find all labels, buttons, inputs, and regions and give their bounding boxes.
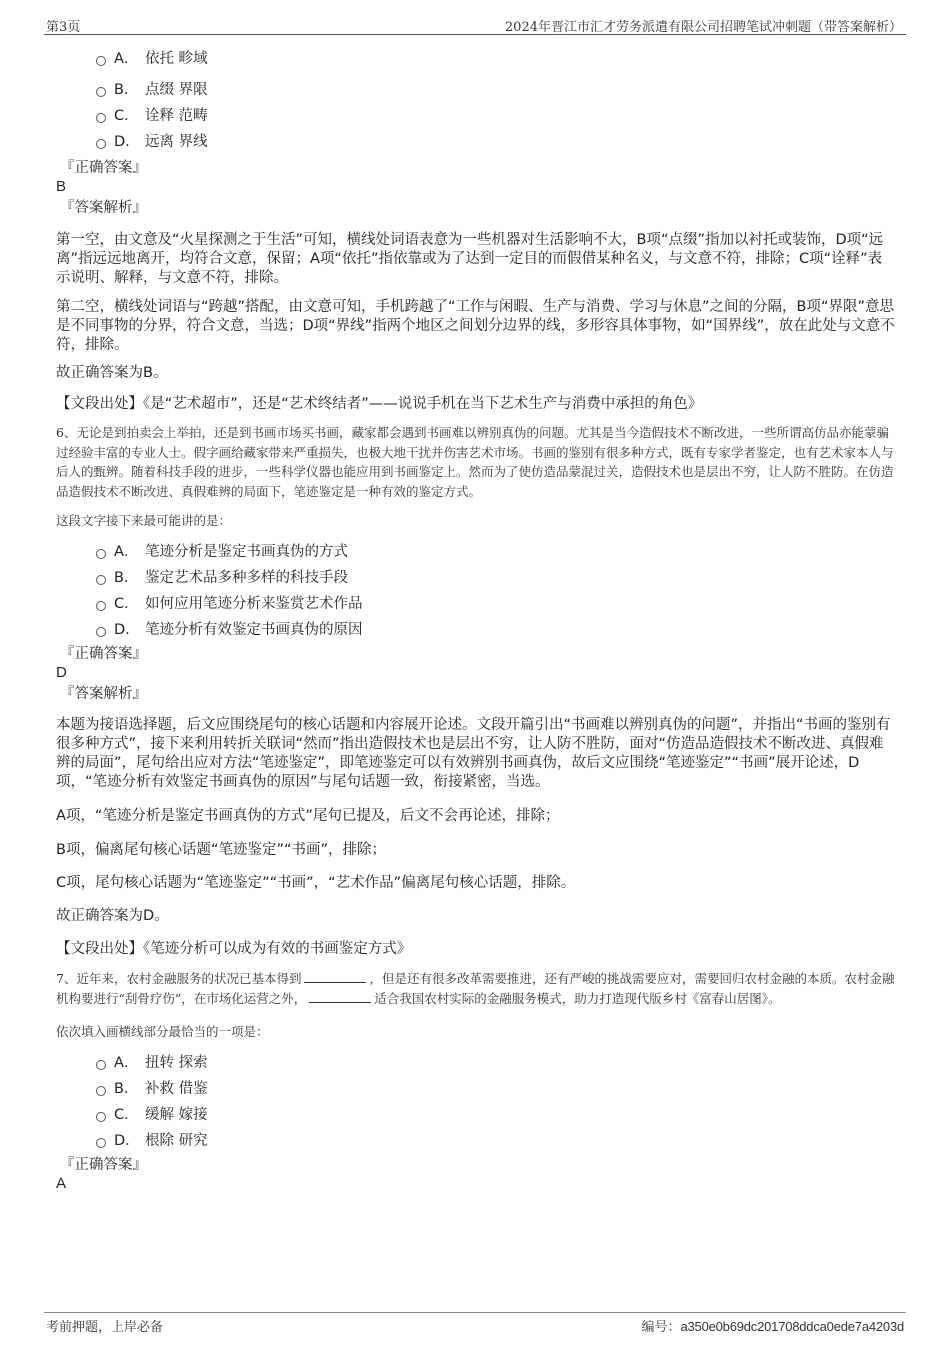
radio-icon[interactable] — [96, 139, 106, 149]
analysis-paragraph: 第一空，由文意及“火星探测之于生活”可知，横线处词语表意为一些机器对生活影响不大，B项“点缀”指加以衬托或装饰，D项“远离”指远远地离开，均符合文意，保留；A项“依托”指依靠或为了达到一定目的而假借某种名义，与文意不符，排除；C项“诠释”表示说明、解释，与文意不符，排除。 — [56, 232, 884, 286]
radio-icon[interactable] — [96, 1086, 106, 1096]
correct-answer-label: 『正确答案』 — [60, 160, 147, 176]
page-header — [44, 14, 906, 35]
analysis-paragraph: B项，偏离尾句核心话题“笔迹鉴定”“书画”，排除； — [56, 842, 386, 858]
q6-option-d[interactable]: D． 笔迹分析有效鉴定书画真伪的原因 — [56, 617, 896, 643]
radio-icon[interactable] — [96, 627, 106, 637]
document-body — [56, 44, 896, 1193]
page-footer — [44, 1312, 906, 1335]
document-title: 2024年晋江市汇才劳务派遣有限公司招聘笔试冲刺题（带答案解析） — [504, 20, 902, 35]
question-text: 6、无论是到拍卖会上举拍，还是到书画市场买书画，藏家都会遇到书画难以辨别真伪的问题。尤其是当今造假技术不断改进，一些所谓高仿品亦能蒙骗过经验丰富的专业人士。假字画给藏家带来严重损失，也极大地干扰并伤害艺术市场。书画的鉴别有很多种方式，既有专家学者鉴定，也有艺术家本人与后人的甄辨。随着科技手段的进步，一些科学仪器也能应用到书画鉴定上。然而为了使仿造品蒙混过关，造假技术也是层出不穷，让人防不胜防。在仿造品造假技术不断改进、真假难辨的局面下，笔迹鉴定是一种有效的鉴定方式。 — [56, 425, 894, 499]
radio-icon[interactable] — [96, 549, 106, 559]
radio-icon[interactable] — [96, 575, 106, 585]
source-citation: 【文段出处】《是“艺术超市”，还是“艺术终结者”——说说手机在当下艺术生产与消费中承担的角色》 — [56, 396, 703, 412]
question-prompt: 这段文字接下来最可能讲的是： — [56, 513, 232, 528]
q6-options — [56, 539, 896, 643]
page-number: 第3页 — [46, 20, 81, 35]
q5-option-d[interactable]: D． 远离 界线 — [56, 129, 896, 155]
radio-icon[interactable] — [96, 1060, 106, 1070]
correct-answer-value: B — [56, 178, 67, 195]
radio-icon[interactable] — [96, 601, 106, 611]
q6-option-b[interactable]: B． 鉴定艺术品多种多样的科技手段 — [56, 565, 896, 591]
analysis-label: 『答案解析』 — [60, 686, 147, 702]
radio-icon[interactable] — [96, 56, 106, 66]
fill-blank — [309, 990, 371, 1003]
q5-option-a[interactable]: A． 依托 畛域 — [56, 46, 896, 72]
correct-answer-label: 『正确答案』 — [60, 646, 147, 662]
question-text: 7、近年来，农村金融服务的状况已基本得到 ，但是还有很多改革需要推进，还有严峻的挑战需要应对，需要回归农村金融的本质。农村金融机构要进行“刮骨疗伤”，在市场化运营之外， 适合我国农村实际的金融服务模式，助力打造现代版乡村《富春山居图》。 — [56, 971, 895, 1006]
analysis-label: 『答案解析』 — [60, 200, 147, 216]
q6-option-a[interactable]: A． 笔迹分析是鉴定书画真伪的方式 — [56, 539, 896, 565]
q7-option-b[interactable]: B． 补救 借鉴 — [56, 1076, 896, 1102]
analysis-paragraph: C项，尾句核心话题为“笔迹鉴定”“书画”，“艺术作品”偏离尾句核心话题，排除。 — [56, 875, 576, 891]
source-citation: 【文段出处】《笔迹分析可以成为有效的书画鉴定方式》 — [56, 941, 412, 957]
radio-icon[interactable] — [96, 1138, 106, 1148]
q5-option-c[interactable]: C． 诠释 范畴 — [56, 103, 896, 129]
q7-option-a[interactable]: A． 扭转 探索 — [56, 1050, 896, 1076]
analysis-paragraph: 故正确答案为D。 — [56, 908, 169, 924]
radio-icon[interactable] — [96, 87, 106, 97]
analysis-paragraph: 第二空，横线处词语与“跨越”搭配，由文意可知，手机跨越了“工作与闲暇、生产与消费、学习与休息”之间的分隔，B项“界限”意思是不同事物的分界，符合文意，当选；D项“界线”指两个地区之间划分边界的线，多形容具体事物，如“国界线”，放在此处与文意不符，排除。 — [56, 299, 895, 353]
q5-option-b[interactable]: B． 点缀 界限 — [56, 77, 896, 103]
question-prompt: 依次填入画横线部分最恰当的一项是： — [56, 1024, 269, 1039]
q7-options — [56, 1050, 896, 1154]
analysis-paragraph: 故正确答案为B。 — [56, 365, 168, 381]
radio-icon[interactable] — [96, 1112, 106, 1122]
q7-option-c[interactable]: C． 缓解 嫁接 — [56, 1102, 896, 1128]
q6-option-c[interactable]: C． 如何应用笔迹分析来鉴赏艺术作品 — [56, 591, 896, 617]
analysis-paragraph: 本题为接语选择题，后文应围绕尾句的核心话题和内容展开论述。文段开篇引出“书画难以辨别真伪的问题”，并指出“书画的鉴别有很多种方式”，接下来利用转折关联词“然而”指出造假技术也是层出不穷，让人防不胜防，面对“仿造品造假技术不断改进、真假难辨的局面”，尾句给出应对方法“笔迹鉴定”，即笔迹鉴定可以有效辨别书画真伪，故后文应围绕“笔迹鉴定”“书画”展开论述，D项，“笔迹分析有效鉴定书画真伪的原因”与尾句话题一致，衔接紧密，当选。 — [56, 717, 891, 790]
correct-answer-label: 『正确答案』 — [60, 1157, 147, 1173]
q7-option-d[interactable]: D． 根除 研究 — [56, 1128, 896, 1154]
fill-blank — [304, 970, 366, 983]
footer-slogan: 考前押题，上岸必备 — [46, 1320, 164, 1335]
radio-icon[interactable] — [96, 113, 106, 123]
correct-answer-value: D — [56, 664, 67, 681]
document-code: 编号：a350e0b69dc201708ddca0ede7a4203d — [641, 1319, 904, 1335]
correct-answer-value: A — [56, 1175, 67, 1192]
analysis-paragraph: A项，“笔迹分析是鉴定书画真伪的方式”尾句已提及，后文不会再论述，排除； — [56, 808, 560, 824]
q5-options — [56, 46, 896, 155]
